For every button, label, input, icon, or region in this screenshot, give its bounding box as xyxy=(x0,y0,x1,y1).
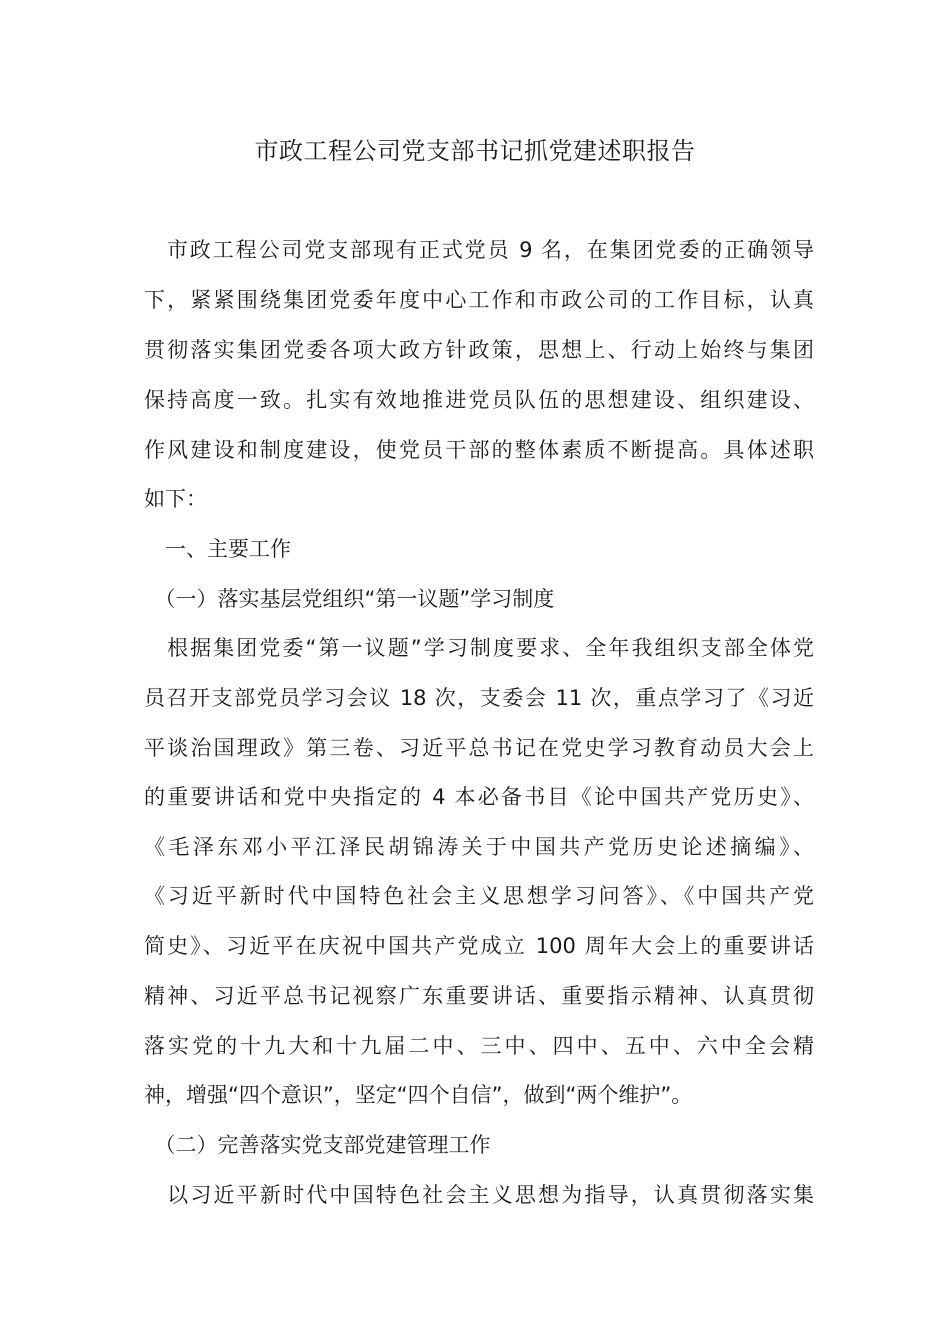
subsection-2-heading: （二）完善落实党支部党建管理工作 xyxy=(144,1133,491,1157)
subsection-1-line-8: 精神、习近平总书记视察广东重要讲话、重要指示精神、认真贯彻 xyxy=(144,984,814,1008)
subsection-1-line-10: 神，增强“四个意识”，坚定“四个自信”，做到“两个维护”。 xyxy=(144,1083,693,1107)
subsection-2-line-1: 以习近平新时代中国特色社会主义思想为指导，认真贯彻落实集 xyxy=(144,1183,814,1207)
subsection-1-line-2: 员召开支部党员学习会议 18 次，支委会 11 次，重点学习了《习近 xyxy=(144,686,814,710)
subsection-1-line-5: 《毛泽东邓小平江泽民胡锦涛关于中国共产党历史论述摘编》、 xyxy=(144,835,814,859)
subsection-1-line-1: 根据集团党委“第一议题”学习制度要求、全年我组织支部全体党 xyxy=(144,636,814,660)
subsection-1-line-3: 平谈治国理政》第三卷、习近平总书记在党史学习教育动员大会上 xyxy=(144,736,814,760)
document-title: 市政工程公司党支部书记抓党建述职报告 xyxy=(254,137,696,165)
intro-line-5: 作风建设和制度建设，使党员干部的整体素质不断提高。具体述职 xyxy=(144,438,814,462)
intro-line-3: 贯彻落实集团党委各项大政方针政策，思想上、行动上始终与集团 xyxy=(144,338,814,362)
subsection-1-line-9: 落实党的十九大和十九届二中、三中、四中、五中、六中全会精 xyxy=(144,1034,814,1058)
subsection-1-line-6: 《习近平新时代中国特色社会主义思想学习问答》、《中国共产党 xyxy=(144,884,814,908)
intro-line-1: 市政工程公司党支部现有正式党员 9 名，在集团党委的正确领导 xyxy=(144,238,814,262)
subsection-1-line-7: 简史》、习近平在庆祝中国共产党成立 100 周年大会上的重要讲话 xyxy=(144,934,814,958)
subsection-1-heading: （一）落实基层党组织“第一议题”学习制度 xyxy=(144,587,555,611)
section-1-heading: 一、主要工作 xyxy=(144,537,291,561)
intro-line-2: 下，紧紧围绕集团党委年度中心工作和市政公司的工作目标，认真 xyxy=(144,288,814,312)
intro-line-4: 保持高度一致。扎实有效地推进党员队伍的思想建设、组织建设、 xyxy=(144,388,814,412)
subsection-1-line-4: 的重要讲话和党中央指定的 4 本必备书目《论中国共产党历史》、 xyxy=(144,785,814,809)
intro-line-6: 如下： xyxy=(144,487,207,511)
